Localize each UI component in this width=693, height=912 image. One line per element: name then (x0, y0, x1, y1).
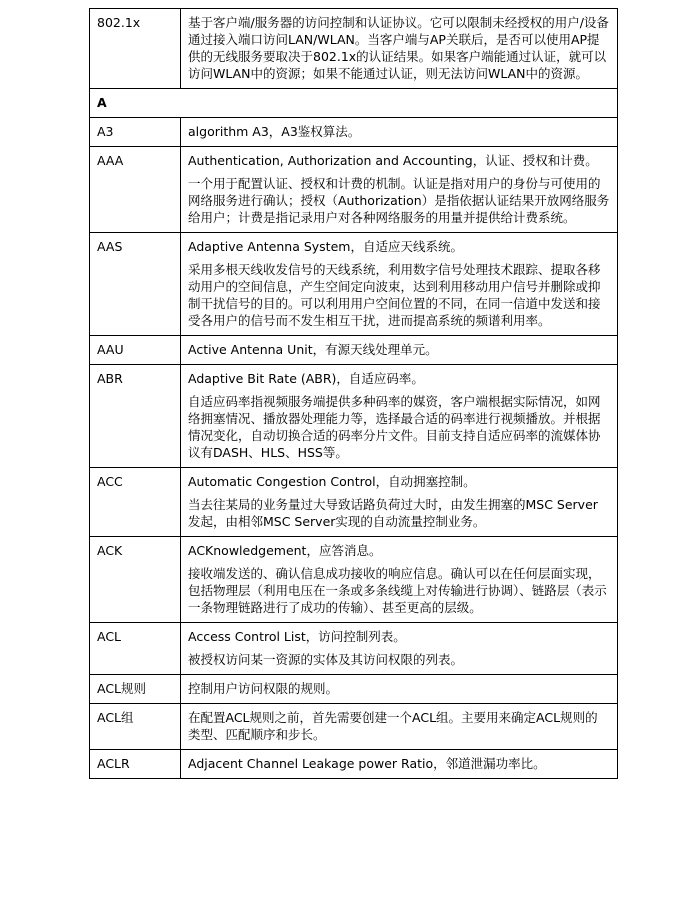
term-cell: 802.1x (90, 9, 181, 89)
term-cell: ACL组 (90, 704, 181, 750)
definition-paragraph: Adaptive Antenna System，自适应天线系统。 (188, 239, 463, 254)
definition-cell (181, 537, 618, 623)
term-cell: ACL (90, 623, 181, 675)
glossary-table (89, 8, 618, 779)
term-cell: ABR (90, 365, 181, 468)
definition-paragraph: 一个用于配置认证、授权和计费的机制。认证是指对用户的身份与可使用的网络服务进行确认；授权（Authorization）是指依据认证结果开放网络服务给用户；计费是指记录用户对各种网络服务的用量并提供给计费系统。 (188, 176, 610, 225)
definition-paragraph: 当去往某局的业务量过大导致话路负荷过大时，由发生拥塞的MSC Server发起，由相邻MSC Server实现的自动流量控制业务。 (188, 497, 598, 529)
definition-cell (181, 675, 618, 704)
term-cell: ACL规则 (90, 675, 181, 704)
definition-cell (181, 750, 618, 779)
definition-cell (181, 468, 618, 537)
definition-cell (181, 118, 618, 147)
definition-paragraph: Adjacent Channel Leakage power Ratio，邻道泄漏功率比。 (188, 756, 546, 771)
term-cell: ACC (90, 468, 181, 537)
glossary-row (90, 233, 618, 336)
section-letter: A (90, 89, 618, 118)
section-header-row (90, 89, 618, 118)
term-cell: AAS (90, 233, 181, 336)
glossary-row (90, 9, 618, 89)
glossary-row (90, 147, 618, 233)
glossary-row (90, 675, 618, 704)
glossary-body (90, 9, 618, 779)
glossary-row (90, 468, 618, 537)
definition-paragraph: Active Antenna Unit，有源天线处理单元。 (188, 342, 438, 357)
definition-paragraph: 被授权访问某一资源的实体及其访问权限的列表。 (188, 652, 464, 667)
definition-paragraph: Access Control List，访问控制列表。 (188, 629, 406, 644)
definition-paragraph: Adaptive Bit Rate (ABR)，自适应码率。 (188, 371, 424, 386)
definition-paragraph: 控制用户访问权限的规则。 (188, 681, 339, 696)
definition-paragraph: 自适应码率指视频服务端提供多种码率的媒资，客户端根据实际情况，如网络拥塞情况、播放器处理能力等，选择最合适的码率进行视频播放。并根据情况变化，自动切换合适的码率分片文件。目前支持自适应码率的流媒体协议有DASH、HLS、HSS等。 (188, 394, 601, 460)
term-cell: A3 (90, 118, 181, 147)
definition-paragraph: 基于客户端/服务器的访问控制和认证协议。它可以限制未经授权的用户/设备通过接入端口访问LAN/WLAN。当客户端与AP关联后，是否可以使用AP提供的无线服务要取决于802.1x的认证结果。如果客户端能通过认证，就可以访问WLAN中的资源；如果不能通过认证，则无法访问WLAN中的资源。 (188, 15, 609, 81)
definition-cell (181, 704, 618, 750)
glossary-row (90, 750, 618, 779)
definition-paragraph: 在配置ACL规则之前，首先需要创建一个ACL组。主要用来确定ACL规则的类型、匹配顺序和步长。 (188, 710, 598, 742)
term-cell: ACLR (90, 750, 181, 779)
term-cell: ACK (90, 537, 181, 623)
definition-cell (181, 233, 618, 336)
definition-cell (181, 336, 618, 365)
term-cell: AAA (90, 147, 181, 233)
definition-cell (181, 365, 618, 468)
definition-cell (181, 147, 618, 233)
glossary-row (90, 537, 618, 623)
glossary-row (90, 118, 618, 147)
glossary-row (90, 336, 618, 365)
term-cell: AAU (90, 336, 181, 365)
glossary-row (90, 623, 618, 675)
definition-paragraph: Automatic Congestion Control，自动拥塞控制。 (188, 474, 476, 489)
definition-paragraph: ACKnowledgement，应答消息。 (188, 543, 382, 558)
definition-cell (181, 9, 618, 89)
definition-paragraph: 采用多根天线收发信号的天线系统，利用数字信号处理技术跟踪、提取各移动用户的空间信息，产生空间定向波束，达到利用移动用户信号并删除或抑制干扰信号的目的。可以利用用户空间位置的不同，在同一信道中发送和接受各用户的信号而不发生相互干扰，进而提高系统的频谱利用率。 (188, 262, 601, 328)
definition-paragraph: 接收端发送的、确认信息成功接收的响应信息。确认可以在任何层面实现，包括物理层（利用电压在一条或多条线缆上对传输进行协调）、链路层（表示一条物理链路进行了成功的传输）、甚至更高的层级。 (188, 566, 607, 615)
glossary-row (90, 365, 618, 468)
definition-paragraph: algorithm A3，A3鉴权算法。 (188, 124, 361, 139)
glossary-row (90, 704, 618, 750)
definition-cell (181, 623, 618, 675)
definition-paragraph: Authentication, Authorization and Accounting，认证、授权和计费。 (188, 153, 598, 168)
